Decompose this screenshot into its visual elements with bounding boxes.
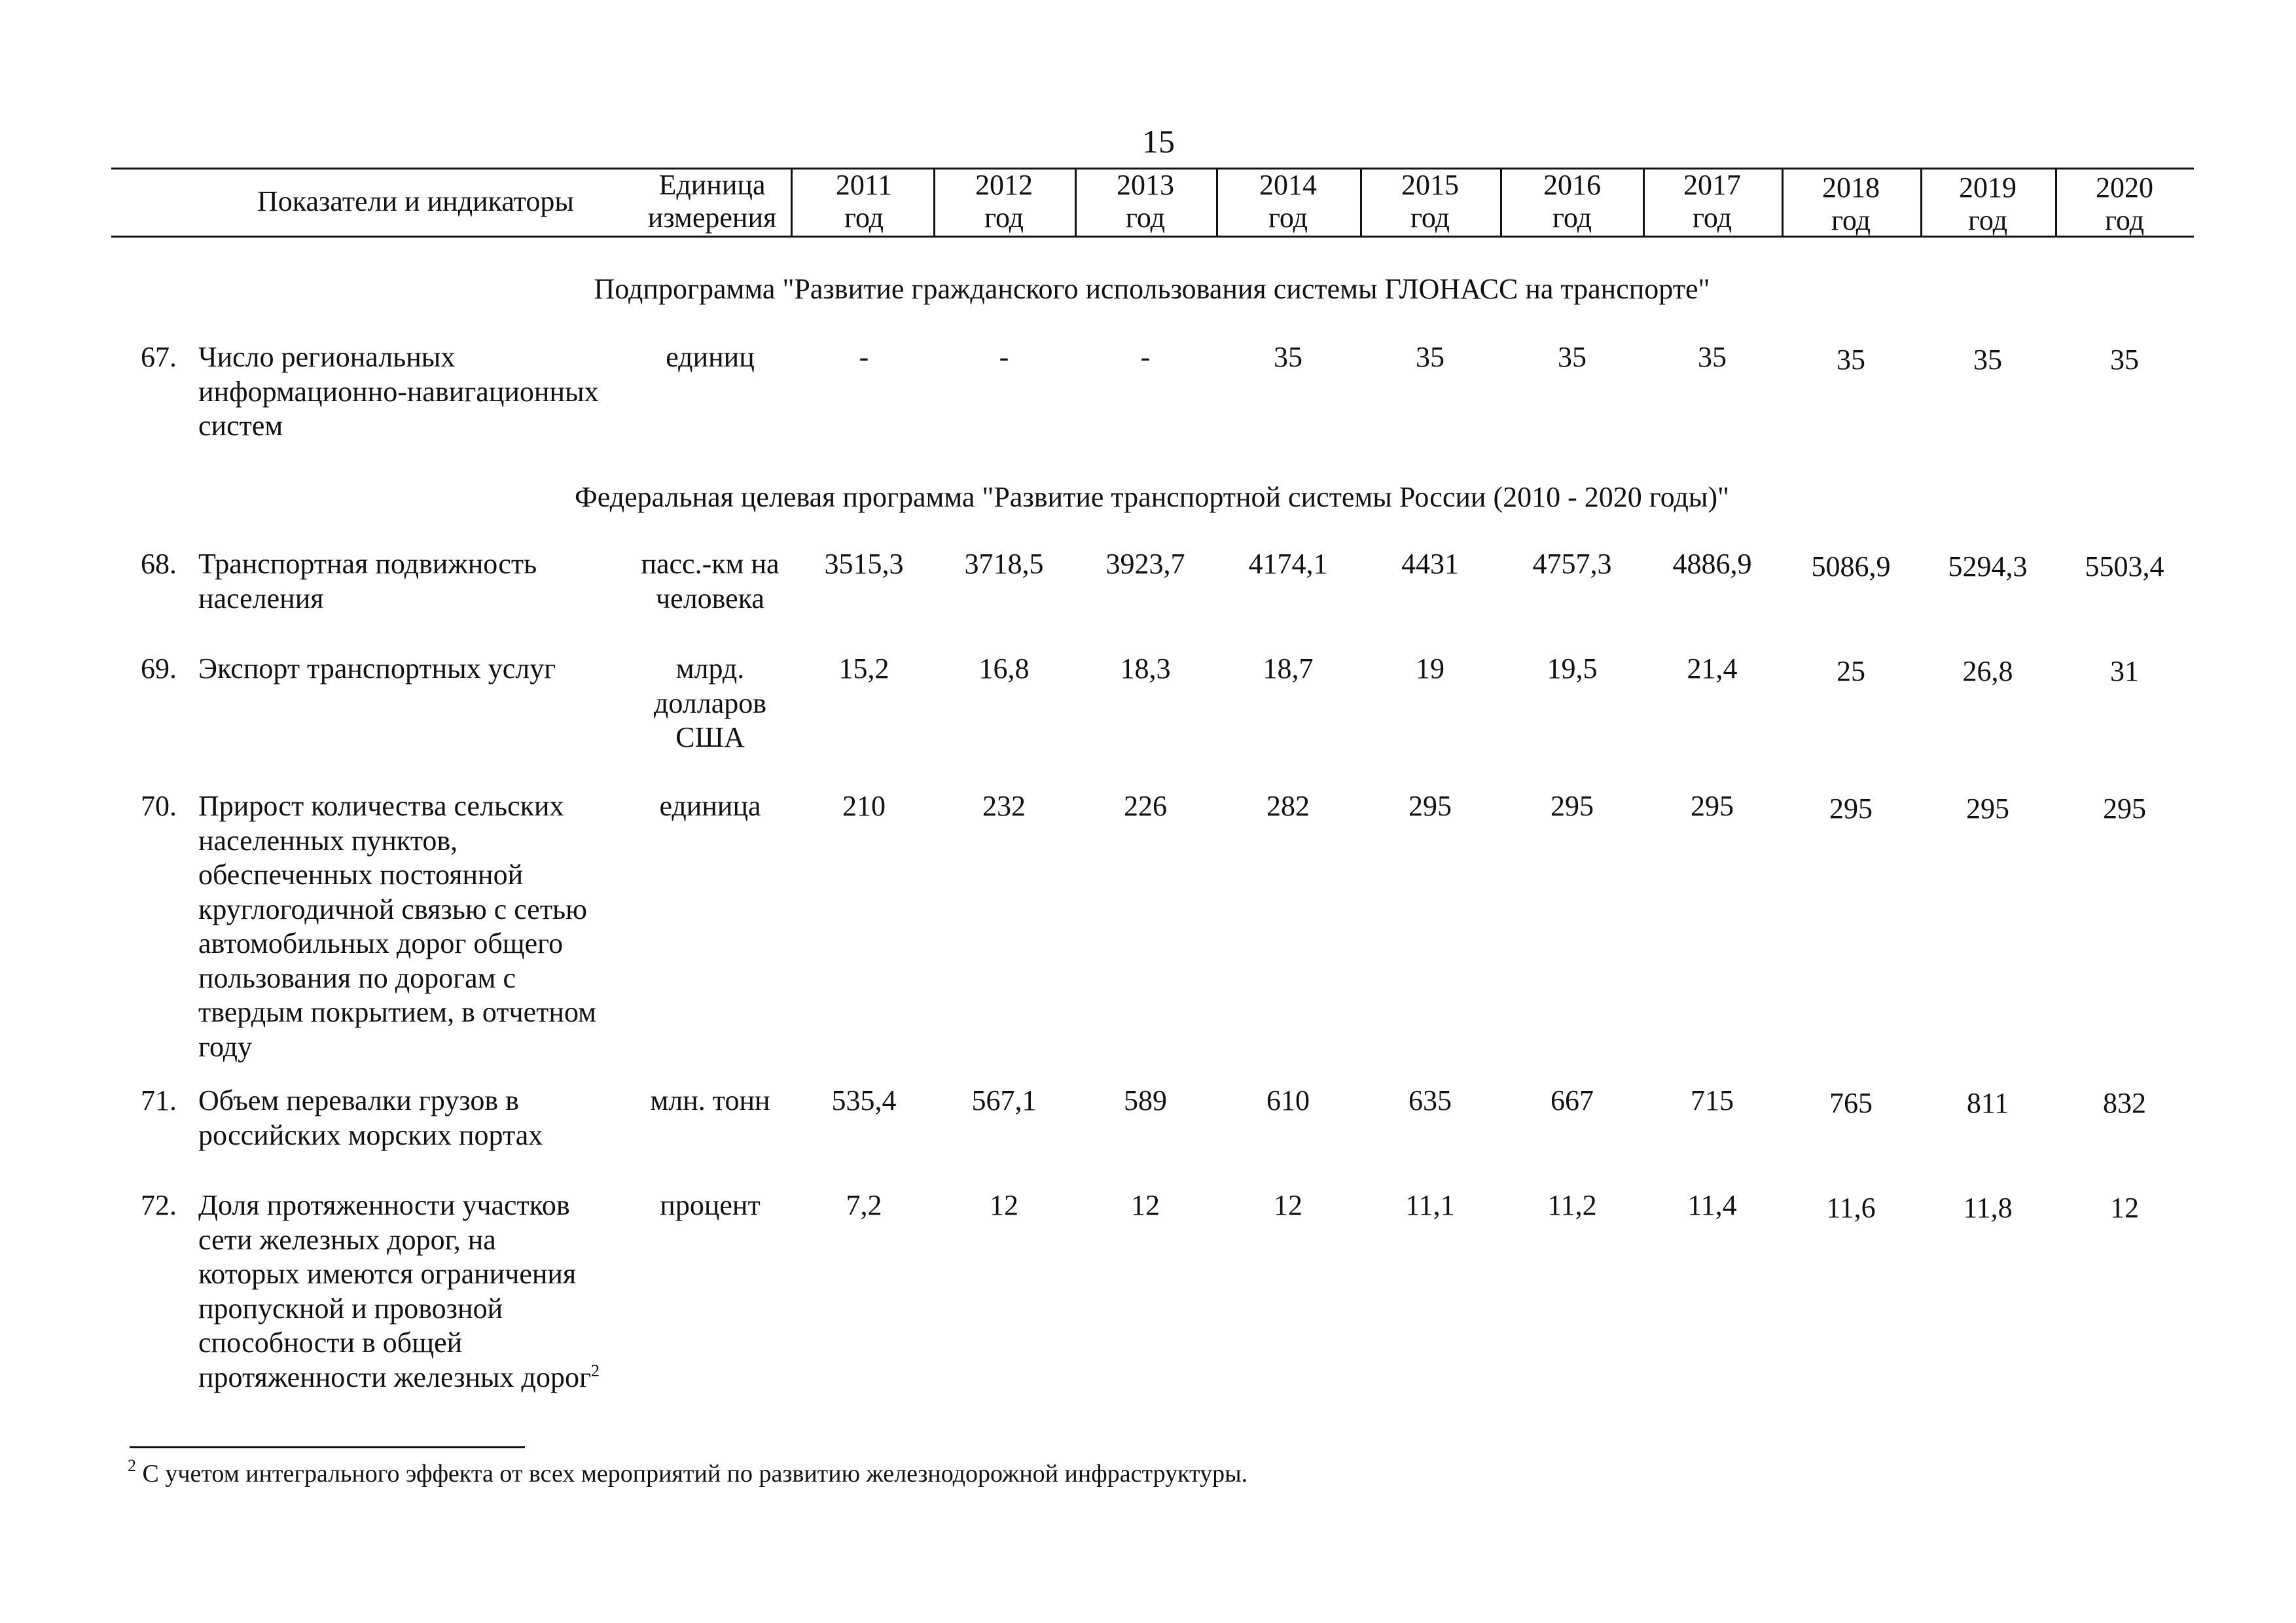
row-unit: пасс.-км на человека — [641, 548, 780, 615]
row-value: 35 — [2110, 344, 2139, 376]
row-value: 295 — [1691, 790, 1734, 822]
row-indicator-name: Доля протяженности участков сети железных дорог, на которых имеются ограничения пропускной и провозной способности в общей протяженности железных дорог$^2$ — [198, 1189, 600, 1393]
row-value: 295 — [1966, 793, 2009, 825]
row-number: 72. — [141, 1189, 177, 1221]
row-value: 715 — [1691, 1084, 1734, 1116]
row-indicator-name: Прирост количества сельских населенных пунктов, обеспеченных постоянной круглогодичной связью с сетью автомобильных дорог общего пользования по дорогам с твердым покрытием, в отчетном году — [198, 790, 596, 1063]
column-header-year: 2014 год — [1259, 169, 1317, 234]
row-value: 5294,3 — [1948, 550, 2028, 582]
row-value: 19 — [1416, 652, 1444, 685]
row-number: 67. — [141, 341, 177, 373]
row-value: 11,6 — [1826, 1192, 1876, 1224]
row-value: 589 — [1124, 1084, 1167, 1116]
row-number: 69. — [141, 652, 177, 685]
row-value: 3515,3 — [824, 548, 904, 580]
row-value: 5503,4 — [2085, 550, 2164, 582]
footnote-text: С учетом интегрального эффекта от всех мероприятий по развитию железнодорожной инфраструктуры. — [142, 1460, 1248, 1488]
row-value: 35 — [1416, 341, 1444, 373]
row-value: 567,1 — [971, 1084, 1037, 1116]
row-value: 35 — [1837, 344, 1865, 376]
row-value: 610 — [1266, 1084, 1310, 1116]
row-unit: млрд. долларов США — [653, 652, 767, 753]
row-value: 295 — [1551, 790, 1594, 822]
row-value: 295 — [1408, 790, 1452, 822]
footnote-reference: 2 — [591, 1361, 600, 1380]
column-header-year: 2019 год — [1959, 171, 2017, 236]
row-number: 68. — [141, 548, 177, 580]
row-value: 3923,7 — [1105, 548, 1185, 580]
column-header-indicators: Показатели и индикаторы — [257, 185, 574, 217]
column-header-year: 2018 год — [1822, 171, 1880, 236]
row-value: 12 — [1131, 1189, 1160, 1221]
row-number: 71. — [141, 1084, 177, 1116]
row-value: 295 — [2103, 793, 2146, 825]
row-value: 16,8 — [978, 652, 1030, 685]
row-value: 35 — [1274, 341, 1302, 373]
column-header-year: 2020 год — [2096, 171, 2153, 236]
row-value: 35 — [1698, 341, 1727, 373]
header-divider — [933, 169, 935, 237]
row-value: 18,7 — [1263, 652, 1314, 685]
row-unit: процент — [660, 1189, 761, 1221]
row-value: 635 — [1408, 1084, 1452, 1116]
row-value: - — [859, 341, 869, 373]
row-unit: единица — [659, 790, 761, 822]
row-value: 226 — [1124, 790, 1167, 822]
column-header-unit: Единица измерения — [647, 169, 777, 234]
row-value: 18,3 — [1120, 652, 1171, 685]
row-value: - — [999, 341, 1009, 373]
section-heading: Федеральная целевая программа "Развитие транспортной системы России (2010 - 2020 годы)" — [574, 481, 1730, 513]
column-header-year: 2017 год — [1683, 169, 1741, 234]
row-unit: млн. тонн — [650, 1084, 770, 1116]
footnote-marker: 2 — [128, 1456, 136, 1475]
row-value: 11,1 — [1405, 1189, 1455, 1221]
row-value: 26,8 — [1962, 655, 2013, 687]
column-header-year: 2015 год — [1401, 169, 1459, 234]
header-divider — [1075, 169, 1077, 237]
row-value: 25 — [1837, 655, 1865, 687]
row-value: 5086,9 — [1811, 550, 1891, 582]
header-divider — [1500, 169, 1502, 237]
column-header-year: 2016 год — [1543, 169, 1601, 234]
row-value: 535,4 — [831, 1084, 897, 1116]
row-value: 21,4 — [1687, 652, 1738, 685]
row-value: 765 — [1829, 1087, 1873, 1119]
row-value: 19,5 — [1547, 652, 1598, 685]
row-value: 31 — [2110, 655, 2139, 687]
row-value: 4886,9 — [1672, 548, 1752, 580]
header-divider — [1216, 169, 1218, 237]
section-heading: Подпрограмма "Развитие гражданского использования системы ГЛОНАСС на транспорте" — [594, 273, 1710, 305]
row-value: 4431 — [1401, 548, 1459, 580]
row-value: 210 — [842, 790, 886, 822]
row-value: 12 — [2110, 1192, 2139, 1224]
header-divider — [1360, 169, 1362, 237]
row-value: 282 — [1266, 790, 1310, 822]
row-value: 667 — [1551, 1084, 1594, 1116]
row-indicator-name: Объем перевалки грузов в российских морских портах — [198, 1084, 543, 1151]
page-number: 15 — [1142, 123, 1175, 160]
row-value: 4174,1 — [1248, 548, 1328, 580]
row-value: 232 — [982, 790, 1026, 822]
column-header-year: 2012 год — [975, 169, 1033, 234]
header-divider — [1643, 169, 1645, 237]
row-unit: единиц — [666, 341, 755, 373]
row-value: 11,2 — [1547, 1189, 1597, 1221]
row-value: 15,2 — [838, 652, 889, 685]
row-indicator-name: Транспортная подвижность населения — [198, 548, 537, 615]
footnote — [128, 1458, 1247, 1489]
row-value: 832 — [2103, 1087, 2146, 1119]
header-divider — [2055, 169, 2057, 237]
row-value: 4757,3 — [1532, 548, 1612, 580]
row-value: 7,2 — [846, 1189, 882, 1221]
header-divider — [791, 169, 793, 237]
row-indicator-name: Число региональных информационно-навигационных систем — [198, 341, 599, 442]
row-value: 11,8 — [1963, 1192, 2013, 1224]
footnote-separator — [130, 1446, 525, 1448]
row-value: 35 — [1558, 341, 1587, 373]
row-value: 12 — [990, 1189, 1018, 1221]
row-value: 35 — [1973, 344, 2002, 376]
row-indicator-name: Экспорт транспортных услуг — [198, 652, 556, 685]
column-header-year: 2011 год — [835, 169, 893, 234]
row-value: 811 — [1966, 1087, 2009, 1119]
column-header-year: 2013 год — [1117, 169, 1174, 234]
row-value: 3718,5 — [964, 548, 1044, 580]
row-value: - — [1140, 341, 1151, 373]
row-value: 11,4 — [1687, 1189, 1737, 1221]
row-number: 70. — [141, 790, 177, 822]
row-value: 295 — [1829, 793, 1873, 825]
header-divider — [1782, 169, 1784, 237]
row-value: 12 — [1274, 1189, 1302, 1221]
